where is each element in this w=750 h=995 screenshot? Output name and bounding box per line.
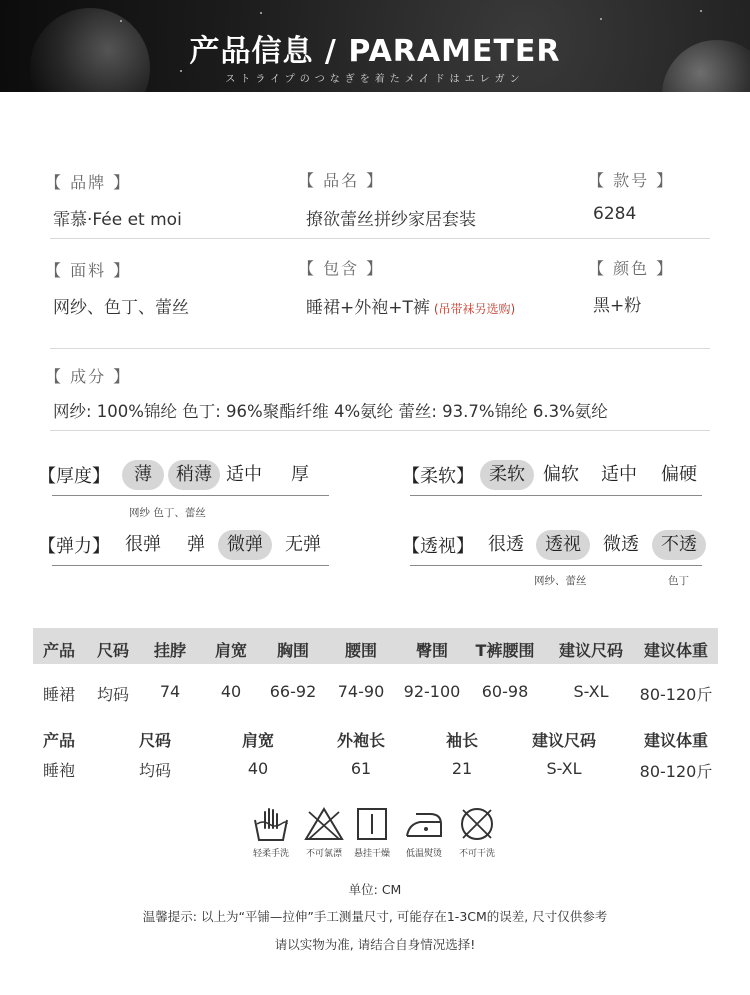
elasticity-scale	[38, 530, 338, 564]
table1-header: 挂脖	[153, 641, 187, 660]
color-value: 黑+粉	[593, 296, 642, 316]
hand-wash-icon	[251, 806, 291, 842]
includes-value	[306, 293, 515, 318]
star-decoration	[600, 18, 602, 20]
table1-header: 建议体重	[643, 641, 709, 660]
elasticity-title: 【弹力】	[38, 536, 110, 557]
care-item-low-iron	[396, 806, 452, 859]
softness-underline	[410, 495, 702, 496]
table1-cell: 60-98	[481, 682, 529, 701]
softness-scale	[402, 460, 712, 494]
care-item-hang-dry	[344, 806, 400, 859]
table1-header: 尺码	[96, 641, 130, 660]
transparency-note-right: 色丁	[668, 575, 689, 587]
elasticity-underline	[52, 565, 329, 566]
divider	[50, 238, 710, 239]
brand-label: 【 品牌 】	[45, 173, 132, 192]
composition-label: 【 成分 】	[45, 367, 132, 386]
care-label: 不可干洗	[458, 849, 495, 859]
no-bleach-icon	[304, 806, 344, 842]
table1-header: 腰围	[344, 641, 378, 660]
color-label: 【 颜色 】	[588, 259, 675, 278]
measurement-tip-2: 请以实物为准, 请结合自身情况选择!	[274, 937, 476, 952]
thickness-option: 适中	[226, 464, 262, 485]
transparency-note-left: 网纱、蕾丝	[534, 575, 587, 587]
table2-header: 建议体重	[643, 731, 709, 750]
softness-option: 偏软	[543, 464, 579, 485]
name-value: 撩欲蕾丝拼纱家居套装	[306, 210, 476, 230]
thickness-option: 厚	[291, 464, 309, 485]
care-label: 轻柔手洗	[252, 849, 289, 859]
thickness-option: 薄	[122, 460, 164, 490]
elasticity-option: 很弹	[125, 534, 161, 555]
transparency-underline	[410, 565, 702, 566]
name-label: 【 品名 】	[298, 171, 385, 190]
transparency-option: 不透	[652, 530, 706, 560]
page-title: 产品信息 / PARAMETER	[189, 34, 561, 69]
care-label: 低温熨烫	[405, 849, 442, 859]
softness-option: 柔软	[480, 460, 534, 490]
transparency-option: 微透	[603, 534, 639, 555]
sku-value: 6284	[593, 204, 637, 224]
includes-label: 【 包含 】	[298, 259, 385, 278]
includes-note: (吊带袜另选购)	[433, 302, 516, 316]
star-decoration	[700, 10, 702, 12]
care-label: 不可氯漂	[305, 849, 342, 859]
star-decoration	[260, 12, 262, 14]
table1-cell: 74	[159, 682, 181, 701]
measurement-tip: 温馨提示: 以上为“平铺—拉伸”手工测量尺寸, 可能存在1-3CM的误差, 尺寸仅供参考	[142, 909, 608, 924]
transparency-option: 很透	[488, 534, 524, 555]
table1-header: 臀围	[415, 641, 449, 660]
table2-cell: 80-120斤	[639, 762, 713, 781]
transparency-title: 【透视】	[402, 536, 474, 557]
thickness-option: 稍薄	[168, 460, 220, 490]
hang-dry-icon	[352, 806, 392, 842]
care-item-no-dry-clean	[449, 806, 505, 859]
page-subtitle: ストライプのつなぎを着たメイドはエレガン	[225, 74, 525, 85]
fabric-value: 网纱、色丁、蕾丝	[53, 298, 189, 318]
divider	[50, 430, 710, 431]
table1-cell: 80-120斤	[639, 685, 713, 704]
table1-cell: 40	[220, 682, 242, 701]
care-item-hand-wash	[243, 806, 299, 859]
elasticity-option: 弹	[187, 534, 205, 555]
star-decoration	[120, 20, 122, 22]
fabric-label: 【 面料 】	[45, 261, 132, 280]
table1-cell: 睡裙	[42, 685, 76, 704]
brand-value: 霏慕·Fée et moi	[53, 210, 182, 230]
care-label: 悬挂干燥	[353, 849, 390, 859]
table1-header: 胸围	[276, 641, 310, 660]
table2-header: 袖长	[445, 731, 479, 750]
divider	[50, 348, 710, 349]
table2-header: 产品	[42, 731, 76, 750]
low-iron-icon	[404, 806, 444, 842]
softness-title: 【柔软】	[402, 466, 474, 487]
table2-cell: 均码	[138, 761, 172, 780]
table2-cell: 40	[247, 759, 269, 778]
table2-cell: 睡袍	[42, 761, 76, 780]
thickness-title: 【厚度】	[38, 466, 110, 487]
table1-cell: 74-90	[337, 682, 385, 701]
sku-label: 【 款号 】	[588, 171, 675, 190]
thickness-underline	[52, 495, 329, 496]
softness-option: 适中	[601, 464, 637, 485]
table1-header: T裤腰围	[475, 641, 535, 660]
table1-cell: S-XL	[573, 682, 609, 701]
elasticity-option: 微弹	[218, 530, 272, 560]
header-banner	[0, 0, 750, 92]
table2-cell: 61	[350, 759, 372, 778]
table1-header: 建议尺码	[558, 641, 624, 660]
thickness-note: 网纱 色丁、蕾丝	[129, 507, 206, 519]
table1-cell: 66-92	[269, 682, 317, 701]
table1-header: 肩宽	[214, 641, 248, 660]
table2-header: 尺码	[138, 731, 172, 750]
includes-text: 睡裙+外袍+T裤	[306, 298, 430, 318]
unit-note: 单位: CM	[348, 882, 402, 897]
table1-cell: 92-100	[403, 682, 461, 701]
softness-option: 偏硬	[661, 464, 697, 485]
thickness-scale	[38, 460, 338, 494]
no-dry-clean-icon	[457, 806, 497, 842]
table2-header: 外袍长	[336, 731, 386, 750]
table2-cell: 21	[451, 759, 473, 778]
composition-value: 网纱: 100%锦纶 色丁: 96%聚酯纤维 4%氨纶 蕾丝: 93.7%锦纶 6.3%氨纶	[53, 402, 608, 421]
transparency-scale	[402, 530, 712, 564]
table1-cell: 均码	[96, 685, 130, 704]
table2-cell: S-XL	[546, 759, 582, 778]
table1-header: 产品	[42, 641, 76, 660]
elasticity-option: 无弹	[285, 534, 321, 555]
table2-header: 建议尺码	[531, 731, 597, 750]
table2-header: 肩宽	[241, 731, 275, 750]
transparency-option: 透视	[536, 530, 590, 560]
